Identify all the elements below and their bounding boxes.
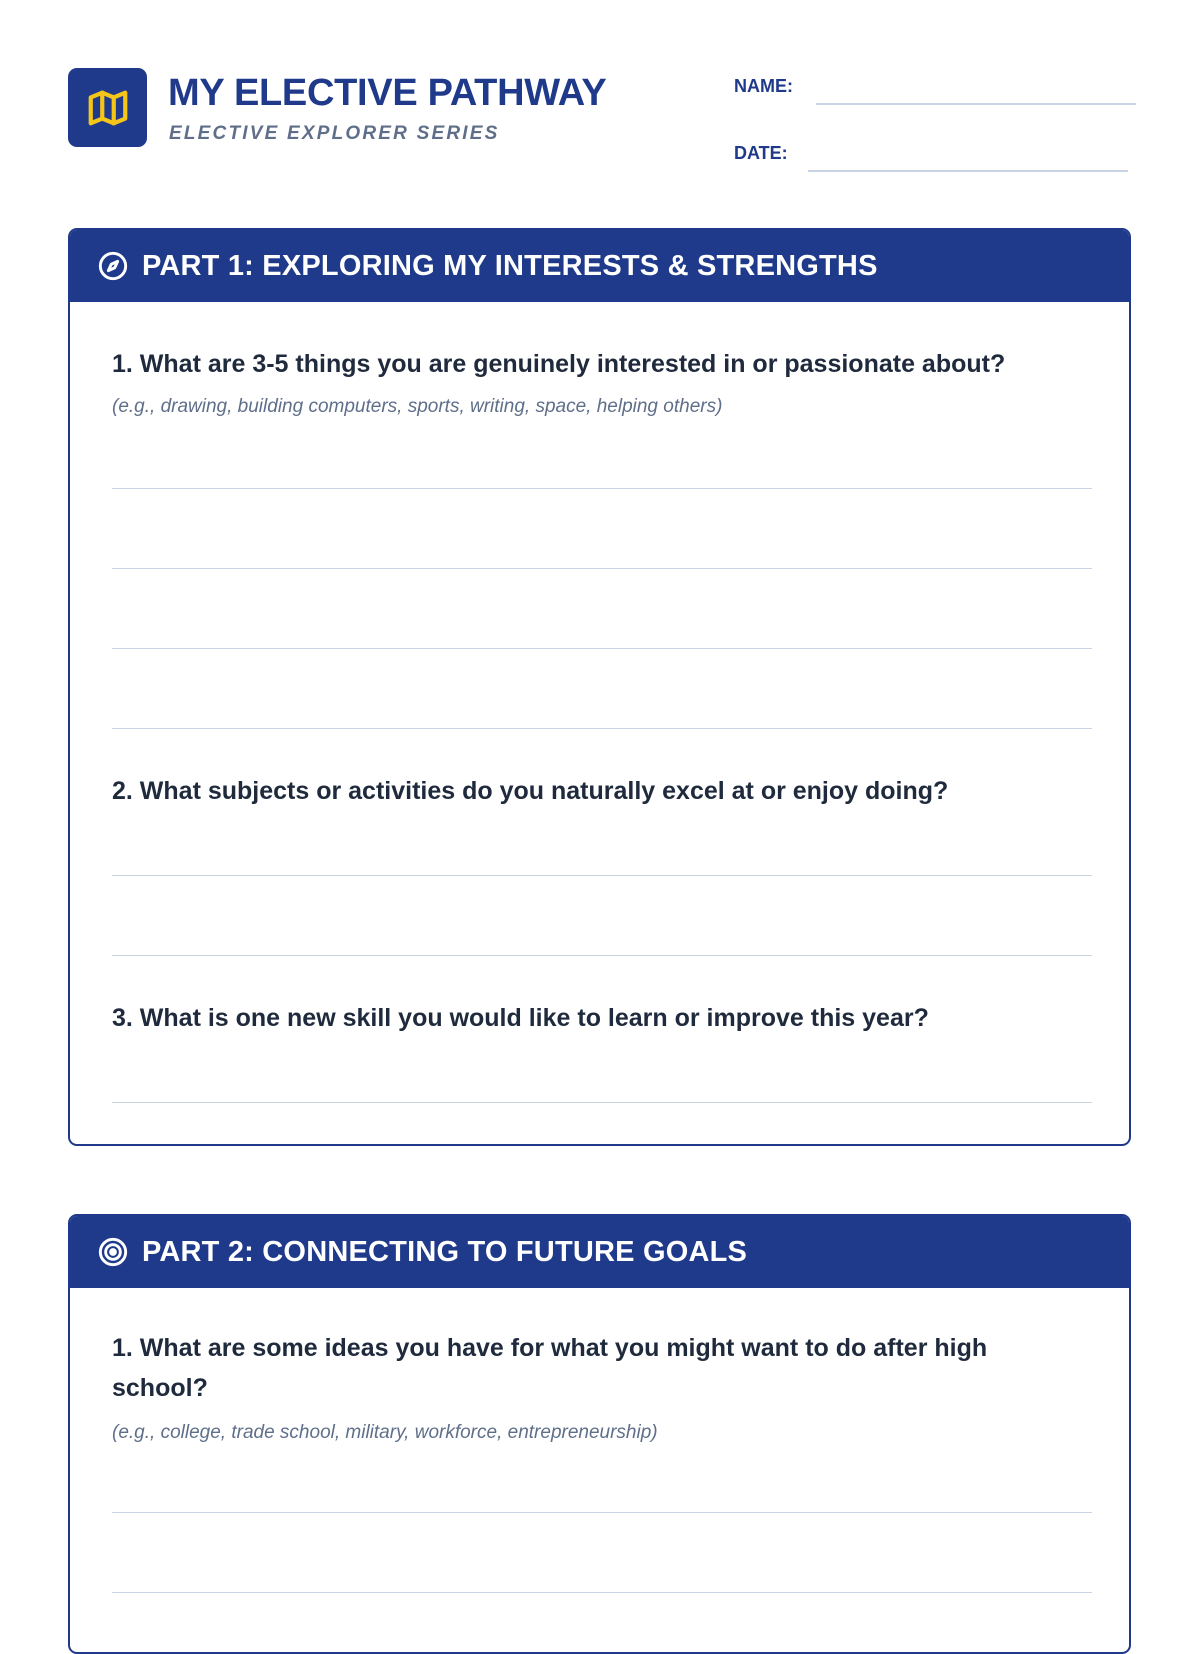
date-field[interactable] <box>808 170 1128 172</box>
part1-question-2: 2. What subjects or activities do you naturally excel at or enjoy doing? <box>112 777 949 805</box>
date-label: DATE: <box>734 143 788 163</box>
part1-question-3: 3. What is one new skill you would like to learn or improve this year? <box>112 1004 929 1032</box>
answer-line[interactable] <box>112 1102 1092 1103</box>
part2-section <box>68 1214 1131 1654</box>
part2-question-1: 1. What are some ideas you have for what you might want to do after high school? <box>112 1334 988 1402</box>
page-title: MY ELECTIVE PATHWAY <box>168 72 607 114</box>
answer-line[interactable] <box>112 875 1092 876</box>
part1-question-1-hint: (e.g., drawing, building computers, sports, writing, space, helping others) <box>112 396 723 417</box>
answer-line[interactable] <box>112 568 1092 569</box>
part1-title: PART 1: EXPLORING MY INTERESTS & STRENGTHS <box>142 249 878 282</box>
answer-line[interactable] <box>112 728 1092 729</box>
answer-line[interactable] <box>112 488 1092 489</box>
name-field[interactable] <box>816 103 1136 105</box>
answer-line[interactable] <box>112 648 1092 649</box>
compass-icon <box>96 249 130 283</box>
name-label: NAME: <box>734 76 793 96</box>
map-icon <box>85 85 131 131</box>
part2-title: PART 2: CONNECTING TO FUTURE GOALS <box>142 1235 748 1268</box>
answer-line[interactable] <box>112 1512 1092 1513</box>
part1-section <box>68 228 1131 1146</box>
answer-line[interactable] <box>112 1592 1092 1593</box>
part2-header <box>70 1216 1129 1288</box>
page-subtitle: ELECTIVE EXPLORER SERIES <box>169 123 500 144</box>
part2-question-1-hint: (e.g., college, trade school, military, workforce, entrepreneurship) <box>112 1422 658 1443</box>
logo <box>68 68 147 147</box>
part1-header <box>70 230 1129 302</box>
target-icon <box>96 1235 130 1269</box>
part1-question-1: 1. What are 3-5 things you are genuinely interested in or passionate about? <box>112 350 1006 378</box>
answer-line[interactable] <box>112 955 1092 956</box>
